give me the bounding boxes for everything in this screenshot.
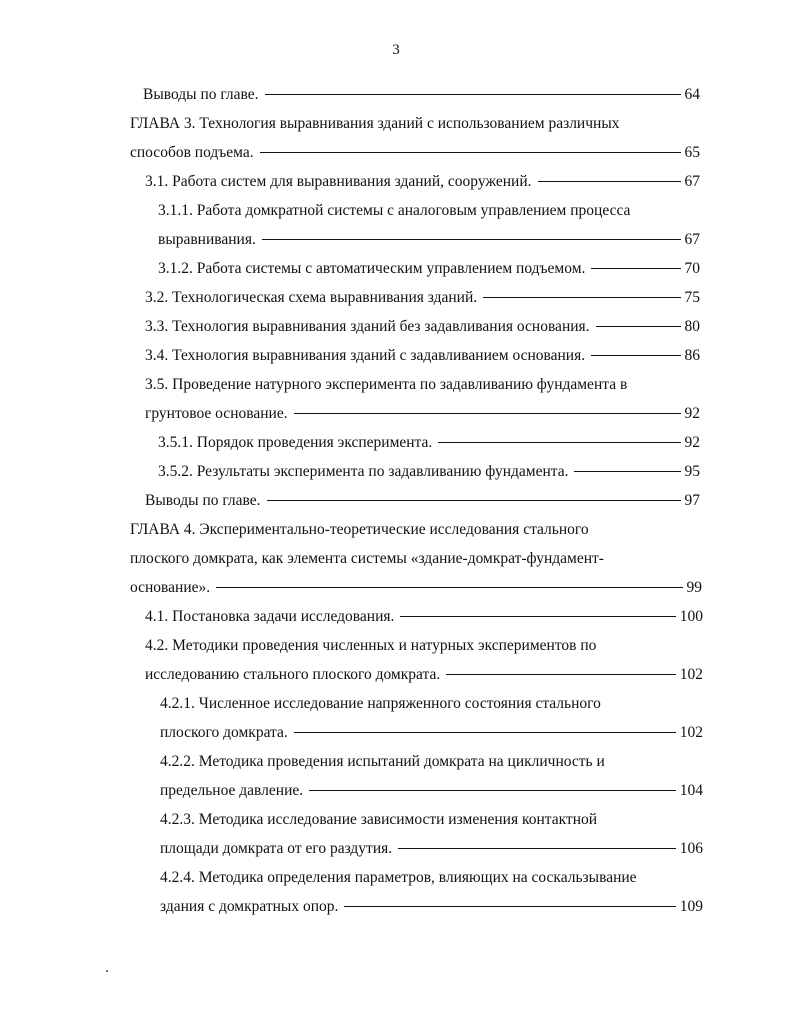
leader-line [216,587,682,588]
toc-entry-text: здания с домкратных опор. [160,898,339,915]
toc-page-number: 64 [684,86,700,103]
toc-page-number: 104 [679,782,703,799]
leader-line [400,616,675,617]
toc-page-number: 67 [684,173,700,190]
toc-page-number: 106 [679,840,703,857]
toc-entry [130,138,700,167]
toc-entry [158,225,700,254]
toc-entry [145,167,700,196]
toc-page-number: 109 [679,898,703,915]
toc-entry-text: способов подъема. [130,144,254,161]
leader-line [483,297,680,298]
toc-page-number: 92 [684,405,700,422]
toc-entry [145,399,700,428]
toc-page-number: 67 [684,231,700,248]
toc-entry-text: 3.5.2. Результаты эксперимента по задавливанию фундамента. [158,463,569,480]
toc-entry-text: ГЛАВА 4. Экспериментально-теоретические исследования стального [130,521,589,538]
leader-line [267,500,681,501]
toc-entry-text: 3.1.1. Работа домкратной системы с аналоговым управлением процесса [158,202,631,219]
leader-line [294,732,676,733]
toc-entry-text: Выводы по главе. [145,492,261,509]
leader-line [438,442,680,443]
leader-line [574,471,680,472]
toc-entry-text: 4.2. Методики проведения численных и натурных экспериментов по [145,637,597,654]
toc-page-number: 102 [679,724,703,741]
toc-entry [145,486,700,515]
toc-entry [158,254,700,283]
toc-entry [145,602,703,631]
leader-line [591,355,680,356]
leader-line [344,906,675,907]
toc-entry-line [160,863,637,892]
page-number: 3 [392,42,400,58]
toc-entry [160,834,703,863]
toc-page-number: 102 [679,666,703,683]
toc-entry-text: ГЛАВА 3. Технология выравнивания зданий с использованием различных [130,115,620,132]
toc-entry-line [160,689,601,718]
toc-entry-text: 3.5.1. Порядок проведения эксперимента. [158,434,433,451]
toc-entry-text: 3.5. Проведение натурного эксперимента по задавливанию фундамента в [145,376,628,393]
leader-line [265,94,681,95]
toc-page-number: 100 [679,608,703,625]
toc-entry-text: плоского домкрата, как элемента системы «здание-домкрат-фундамент- [130,550,604,567]
toc-entry-text: 4.2.2. Методика проведения испытаний домкрата на цикличность и [160,753,605,770]
toc-page-number: 70 [684,260,700,277]
toc-entry-text: Выводы по главе. [143,86,259,103]
toc-entry-text: 4.1. Постановка задачи исследования. [145,608,395,625]
toc-entry-line [160,805,597,834]
toc-entry-text: 3.3. Технология выравнивания зданий без задавливания основания. [145,318,590,335]
toc-entry-text: 3.1.2. Работа системы с автоматическим управлением подъемом. [158,260,586,277]
leader-line [591,268,680,269]
toc-entry [143,80,700,109]
toc-entry-text: 3.2. Технологическая схема выравнивания зданий. [145,289,478,306]
toc-entry [160,892,703,921]
toc-entry-text: предельное давление. [160,782,304,799]
toc-entry [145,283,700,312]
toc-page-number: 75 [684,289,700,306]
toc-entry-text: выравнивания. [158,231,256,248]
toc-page-number: 86 [684,347,700,364]
toc-entry-text: 4.2.4. Методика определения параметров, влияющих на соскальзывание [160,869,637,886]
toc-page-number: 92 [684,434,700,451]
toc-entry-line [130,515,589,544]
toc-entry [130,573,702,602]
toc-entry [158,457,700,486]
toc-entry-text: площади домкрата от его раздутия. [160,840,393,857]
toc-entry [160,776,703,805]
leader-line [398,848,676,849]
leader-line [446,674,676,675]
toc-page-number: 80 [684,318,700,335]
toc-entry [145,341,700,370]
toc-entry-text: 4.2.1. Численное исследование напряженного состояния стального [160,695,601,712]
toc-entry [160,718,703,747]
toc-entry [158,428,700,457]
leader-line [260,152,681,153]
toc-entry-line [130,109,619,138]
toc-page-number: 97 [684,492,700,509]
toc-entry-text: грунтовое основание. [145,405,288,422]
scan-speck [106,970,108,972]
toc-entry-line [130,544,604,573]
toc-entry-text: исследованию стального плоского домкрата. [145,666,441,683]
toc-entry-line [158,196,630,225]
leader-line [596,326,681,327]
toc-entry-text: 3.4. Технология выравнивания зданий с задавливанием основания. [145,347,586,364]
leader-line [538,181,681,182]
toc-entry-text: 4.2.3. Методика исследование зависимости изменения контактной [160,811,598,828]
toc-entry-line [145,370,627,399]
leader-line [262,239,681,240]
toc-entry-text: 3.1. Работа систем для выравнивания зданий, сооружений. [145,173,532,190]
toc-page-number: 95 [684,463,700,480]
toc-entry [145,312,700,341]
toc-entry-text: основание». [130,579,211,596]
toc-entry-line [145,631,596,660]
toc-entry-line [160,747,605,776]
toc-page-number: 65 [684,144,700,161]
toc-page-number: 99 [686,579,702,596]
leader-line [309,790,676,791]
leader-line [294,413,681,414]
toc-entry-text: плоского домкрата. [160,724,288,741]
toc-entry [145,660,703,689]
